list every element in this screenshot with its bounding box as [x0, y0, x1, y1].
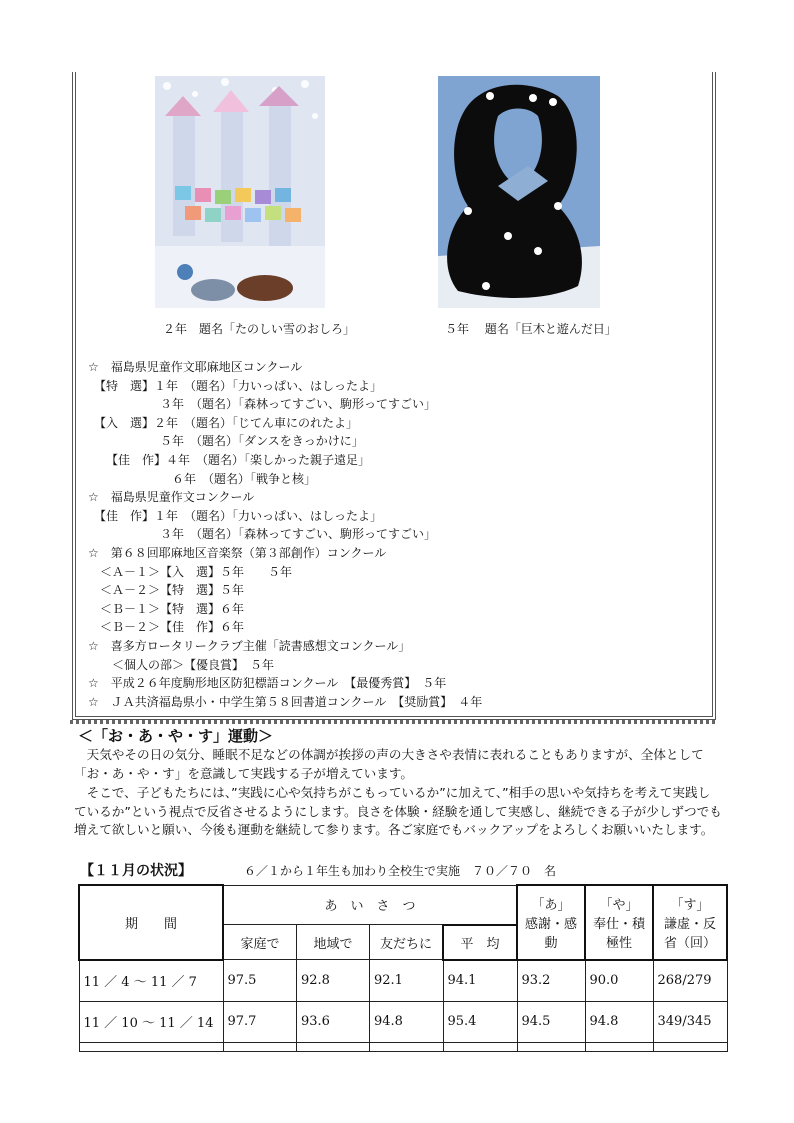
community-cell: 93.6: [297, 1001, 370, 1042]
friends-header: 友だちに: [370, 925, 444, 960]
su-header-top: 「す」: [670, 897, 710, 913]
empty-cell: [297, 1042, 370, 1051]
award-line: 【佳 作】４年 （題名）「楽しかった親子遠足」: [88, 452, 371, 467]
caption-left: ２年 題名「たのしい雪のおしろ」: [163, 322, 356, 336]
table-row: [79, 960, 727, 1002]
su-header: [653, 885, 727, 960]
ya-cell: 94.8: [585, 1001, 653, 1042]
home-header: 家庭で: [223, 925, 297, 960]
artwork-giant-tree: [438, 76, 600, 308]
a-cell: 94.5: [517, 1001, 585, 1042]
award-line: ＜Ａ－２＞【特 選】５年: [88, 583, 245, 598]
status-table: [78, 884, 728, 1052]
award-line: ３年 （題名）「森林ってすごい、駒形ってすごい」: [88, 527, 437, 542]
award-line: ＜個人の部＞【優良賞】 ５年: [88, 657, 275, 672]
award-line: ☆ 平成２６年度駒形地区防犯標語コンクール 【最優秀賞】 ５年: [88, 676, 447, 691]
award-line: 【入 選】２年 （題名）「じてん車にのれたよ」: [88, 415, 359, 430]
friends-cell: 94.8: [370, 1001, 444, 1042]
home-cell: 97.7: [223, 1001, 297, 1042]
a-header-bottom: 感謝・感動: [524, 916, 577, 951]
caption-right: ５年 題名「巨木と遊んだ日」: [445, 322, 617, 336]
award-line: ＜Ａ－１＞【入 選】５年 ５年: [88, 564, 293, 579]
award-line: ☆ 第６８回耶麻地区音楽祭（第３部創作）コンクール: [88, 545, 387, 560]
award-line: 【佳 作】１年 （題名）「力いっぱい、はしったよ」: [88, 508, 383, 523]
su-header-bottom: 謙虚・反省（回）: [663, 916, 716, 951]
status-heading: 【１１月の状況】: [80, 863, 192, 879]
empty-cell: [653, 1042, 727, 1051]
period-cell: 11 ／ 4 〜 11 ／ 7: [79, 960, 223, 1002]
empty-cell: [443, 1042, 517, 1051]
community-cell: 92.8: [297, 960, 370, 1002]
a-header: [517, 885, 585, 960]
empty-cell: [370, 1042, 444, 1051]
awards-list: [88, 358, 698, 711]
status-note: ６／１から１年生も加わり全校生で実施 ７０／７０ 名: [244, 864, 557, 878]
award-line: ☆ 福島県児童作文コンクール: [88, 490, 255, 505]
period-cell: 11 ／ 10 〜 11 ／ 14: [79, 1001, 223, 1042]
a-header-top: 「あ」: [531, 897, 571, 913]
home-cell: 97.5: [223, 960, 297, 1002]
empty-cell: [223, 1042, 297, 1051]
award-line: ６年 （題名）「戦争と核」: [88, 471, 317, 486]
aisatsu-header: あ い さ つ: [223, 885, 517, 925]
award-line: ☆ 福島県児童作文耶麻地区コンクール: [88, 360, 303, 374]
community-header: 地域で: [297, 925, 370, 960]
ya-header-bottom: 奉仕・積極性: [592, 916, 645, 951]
period-header: 期 間: [79, 885, 223, 960]
ya-cell: 90.0: [585, 960, 653, 1002]
section-title: ＜「お・あ・や・す」運動＞: [78, 727, 274, 745]
ya-header: [585, 885, 653, 960]
average-cell: 94.1: [443, 960, 517, 1002]
empty-cell: [517, 1042, 585, 1051]
paragraph-2: そこで、子どもたちには、”実践に心や気持ちがこもっているか”に加えて、”相手の思いや気持ちを考えて実践しているか”という視点で反省させるようにします。良さを体験・経験を通して実感し、継続できる子が少しずつでも増えて欲しいと願い、今後も運動を継続して参ります。各ご家庭でもバックアップをよろしくお願いいたします。: [74, 785, 722, 837]
su-cell: 349/345: [653, 1001, 727, 1042]
award-line: ３年 （題名）「森林ってすごい、駒形ってすごい」: [88, 397, 437, 412]
average-cell: 95.4: [443, 1001, 517, 1042]
empty-cell: [585, 1042, 653, 1051]
empty-cell: [79, 1042, 223, 1051]
award-line: ＜Ｂ－１＞【特 選】６年: [88, 601, 245, 616]
award-line: ☆ ＪＡ共済福島県小・中学生第５８回書道コンクール 【奨励賞】 ４年: [88, 694, 483, 709]
ya-header-top: 「や」: [599, 897, 639, 913]
table-row-empty: [79, 1042, 727, 1051]
a-cell: 93.2: [517, 960, 585, 1002]
award-line: 【特 選】１年 （題名）「力いっぱい、はしったよ」: [88, 378, 383, 393]
friends-cell: 92.1: [370, 960, 444, 1002]
su-cell: 268/279: [653, 960, 727, 1002]
award-line: ☆ 喜多方ロータリークラブ主催「読書感想文コンクール」: [88, 638, 411, 653]
award-line: ５年 （題名）「ダンスをきっかけに」: [88, 434, 364, 449]
average-header: 平 均: [443, 925, 517, 960]
artwork-snow-castle: [155, 76, 325, 308]
paragraph-1: 天気やその日の気分、睡眠不足などの体調が挨拶の声の大きさや表情に表れることもありますが、全体として「お・あ・や・す」を意識して実践する子が増えています。: [74, 747, 704, 781]
table-row: [79, 1001, 727, 1042]
award-line: ＜Ｂ－２＞【佳 作】６年: [88, 620, 245, 635]
